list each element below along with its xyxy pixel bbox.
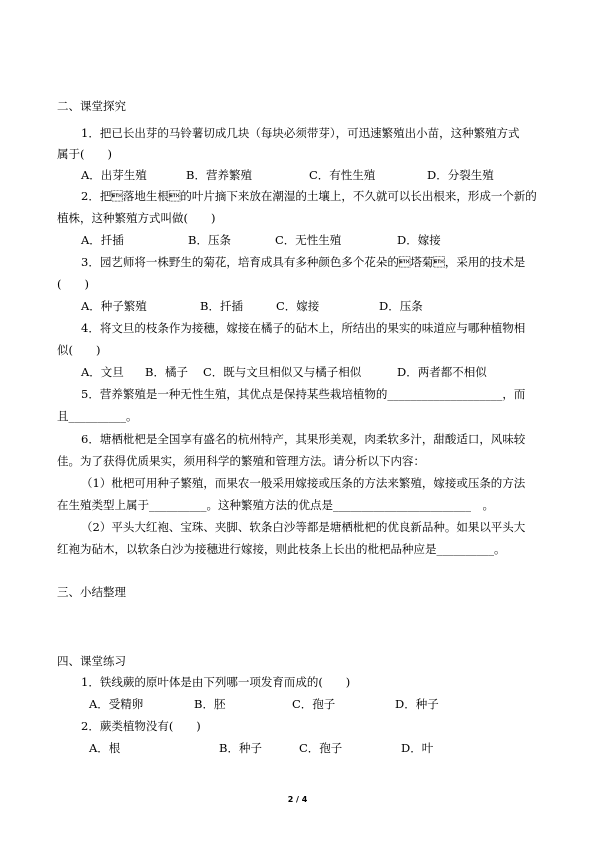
question-6-sub1: （1）枇杷可用种子繁殖，而果农一般采用嫁接或压条的方法来繁殖，嫁接或压条的方法	[81, 476, 526, 490]
option-b: B．橘子	[145, 365, 188, 379]
question-3-text-cont: ( )	[57, 277, 89, 291]
question-3-text: 3．园艺师将一株野生的菊花，培育成具有多种颜色多个花朵的塔菊，采用的技术是	[81, 255, 526, 269]
question-1-text-cont: 属于( )	[57, 147, 112, 161]
option-b: B．胚	[194, 697, 226, 711]
question-4-text: 4．将文旦的枝条作为接穗，嫁接在橘子的砧木上，所结出的果实的味道应与哪种植物相	[81, 321, 526, 335]
section-title-exercises: 四、课堂练习	[57, 654, 126, 668]
question-6-sub2-cont: 红袍为砧木，以软条白沙为接穗进行嫁接，则此枝条上长出的枇杷品种应是__________。	[57, 542, 506, 556]
option-b: B．营养繁殖	[186, 168, 252, 182]
option-d: D．叶	[401, 741, 434, 755]
option-d: D．种子	[395, 697, 439, 711]
option-a: A．受精卵	[89, 697, 144, 711]
option-a: A．种子繁殖	[81, 299, 147, 313]
question-6-sub2: （2）平头大红袍、宝珠、夹脚、软条白沙等都是塘栖枇杷的优良新品种。如果以平头大	[81, 520, 526, 534]
question-5-text: 5．营养繁殖是一种无性生殖，其优点是保持某些栽培植物的____________________，而	[81, 387, 526, 401]
option-c: C．孢子	[292, 697, 336, 711]
section-title-summary: 三、小结整理	[57, 585, 126, 599]
question-4-text-cont: 似( )	[57, 343, 101, 357]
option-b: B．压条	[188, 233, 231, 247]
option-c: C．孢子	[299, 741, 343, 755]
section-title-classroom-inquiry: 二、课堂探究	[57, 99, 126, 113]
option-b: B．扦插	[200, 299, 243, 313]
question-6-text: 6．塘栖枇杷是全国享有盛名的杭州特产，其果形美观，肉柔软多汁，甜酸适口，风味较	[81, 432, 526, 446]
option-c: C．嫁接	[276, 299, 320, 313]
option-d: D．压条	[379, 299, 423, 313]
question-2-text-cont: 植株，这种繁殖方式叫做( )	[57, 211, 216, 225]
option-c: C．无性生殖	[275, 233, 342, 247]
option-d: D．两者都不相似	[397, 365, 487, 379]
question-6-text-cont: 佳。为了获得优质果实，须用科学的繁殖和管理方法。请分析以下内容：	[57, 454, 425, 468]
option-a: A．根	[89, 741, 121, 755]
option-a: A．出芽生殖	[81, 168, 147, 182]
question-2-text: 2．把落地生根的叶片摘下来放在潮湿的土壤上，不久就可以长出根来，形成一个新的	[81, 189, 537, 203]
question-6-sub1-cont: 在生殖类型上属于__________。这种繁殖方法的优点是________________________ 。	[57, 498, 494, 512]
question-1-text: 1．把已长出芽的马铃薯切成几块（每块必须带芽），可迅速繁殖出小苗，这种繁殖方式	[81, 126, 520, 140]
option-c: C．既与文旦相似又与橘子相似	[203, 365, 362, 379]
option-a: A．扦插	[81, 233, 124, 247]
question-5-text-cont: 且__________。	[57, 409, 138, 423]
option-d: D．分裂生殖	[427, 168, 494, 182]
exercise-1-text: 1．铁线蕨的原叶体是由下列哪一项发育而成的( )	[81, 675, 351, 689]
option-c: C．有性生殖	[309, 168, 376, 182]
exercise-2-text: 2．蕨类植物没有( )	[81, 719, 201, 733]
option-b: B．种子	[219, 741, 262, 755]
option-a: A．文旦	[81, 365, 124, 379]
option-d: D．嫁接	[397, 233, 441, 247]
page-number: 2 / 4	[287, 795, 308, 804]
